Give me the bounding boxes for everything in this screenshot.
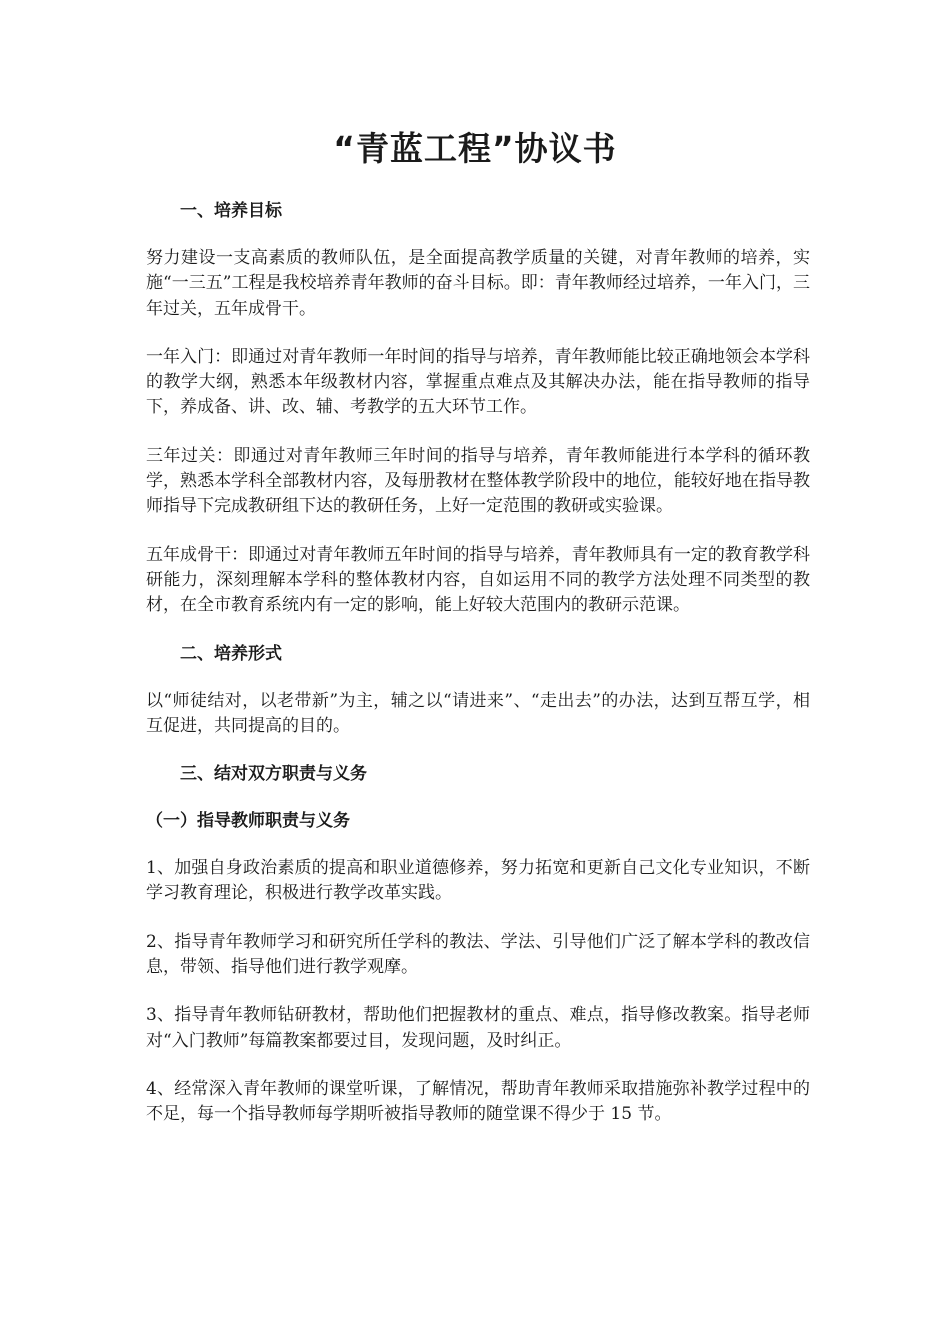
paragraph-five-years: 五年成骨干：即通过对青年教师五年时间的指导与培养，青年教师具有一定的教育教学科研能力，深刻理解本学科的整体教材内容，自如运用不同的教学方法处理不同类型的教材，在全市教育系统内有一定的影响，能上好较大范围内的教研示范课。 [146,544,810,616]
subsection-heading-mentor: （一）指导教师职责与义务 [146,811,350,832]
document-title: “青蓝工程”协议书 [333,129,617,168]
list-item-mentor-1: 1、加强自身政治素质的提高和职业道德修养，努力拓宽和更新自己文化专业知识，不断学习教育理论，积极进行教学改革实践。 [146,858,810,904]
section-heading-duties: 三、结对双方职责与义务 [180,764,367,785]
document-body [146,199,810,1128]
paragraph-one-year: 一年入门：即通过对青年教师一年时间的指导与培养，青年教师能比较正确地领会本学科的教学大纲，熟悉本年级教材内容，掌握重点难点及其解决办法，能在指导教师的指导下，养成备、讲、改、辅、考教学的五大环节工作。 [146,346,810,418]
list-item-mentor-2: 2、指导青年教师学习和研究所任学科的教法、学法、引导他们广泛了解本学科的教改信息，带领、指导他们进行教学观摩。 [146,931,810,978]
paragraph-goals-intro: 努力建设一支高素质的教师队伍，是全面提高教学质量的关键，对青年教师的培养，实施“一三五”工程是我校培养青年教师的奋斗目标。即：青年教师经过培养，一年入门，三年过关，五年成骨干。 [146,248,810,319]
list-item-mentor-3: 3、指导青年教师钻研教材，帮助他们把握教材的重点、难点，指导修改教案。指导老师对“入门教师”每篇教案都要过目，发现问题，及时纠正。 [146,1005,810,1051]
section-heading-form: 二、培养形式 [180,643,282,664]
section-heading-goals: 一、培养目标 [180,201,282,221]
list-item-mentor-4: 4、经常深入青年教师的课堂听课，了解情况，帮助青年教师采取措施弥补教学过程中的不足，每一个指导教师每学期听被指导教师的随堂课不得少于 15 节。 [146,1078,810,1125]
paragraph-form: 以“师徒结对，以老带新”为主，辅之以“请进来”、“走出去”的办法，达到互帮互学，相互促进，共同提高的目的。 [146,690,810,736]
paragraph-three-years: 三年过关：即通过对青年教师三年时间的指导与培养，青年教师能进行本学科的循环教学，熟悉本学科全部教材内容，及每册教材在整体教学阶段中的地位，能较好地在指导教师指导下完成教研组下达的教研任务，上好一定范围的教研或实验课。 [146,445,810,517]
